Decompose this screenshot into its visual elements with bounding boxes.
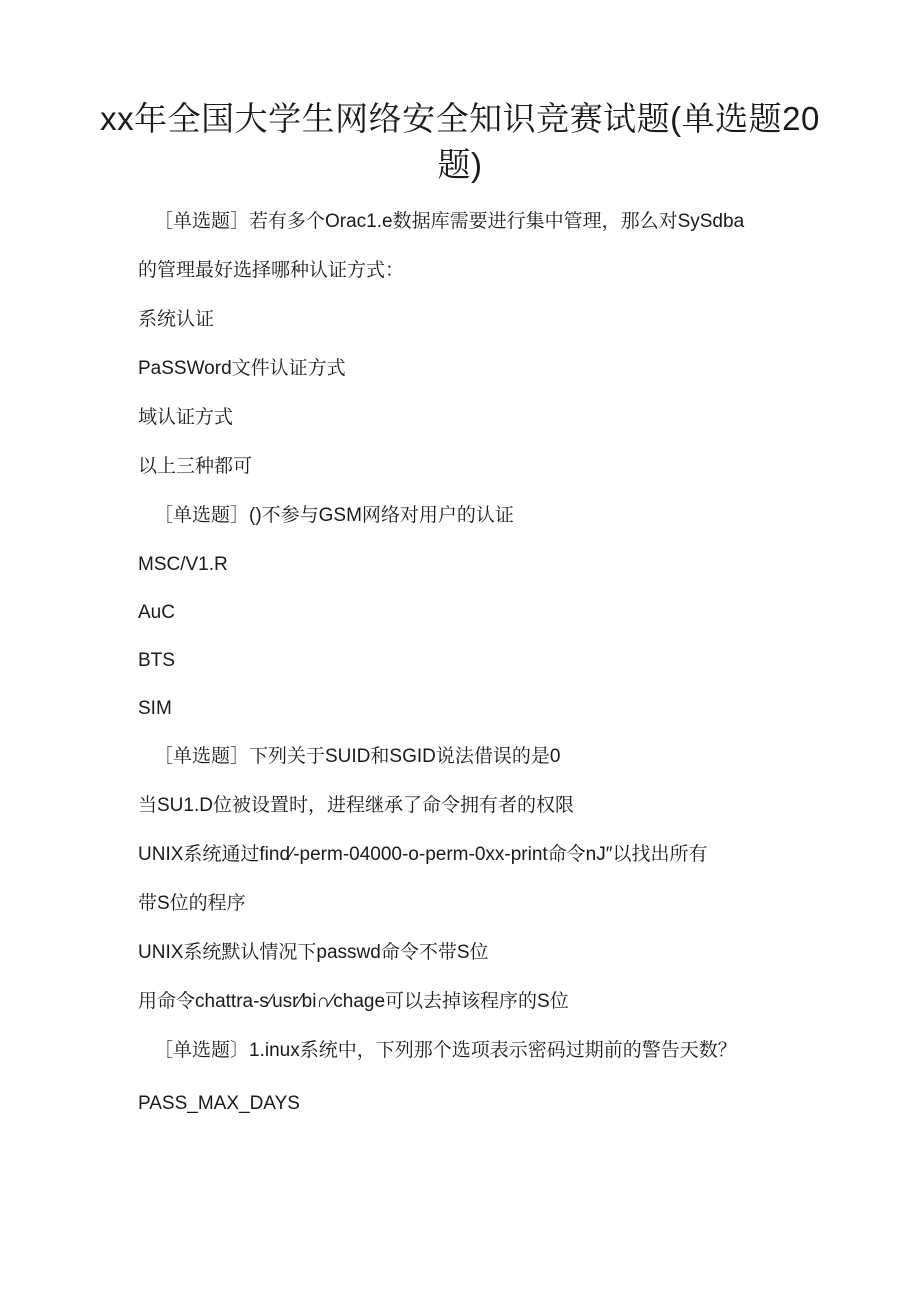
question-1-stem-continued: 的管理最好选择哪种认证方式： xyxy=(138,260,405,281)
question-3-stem: ［单选题］下列关于SUID和SGID说法借误的是0 xyxy=(154,746,561,767)
question-3-option-b-continued: 带S位的程序 xyxy=(138,893,246,914)
question-3-option-a: 当SU1.D位被设置时，进程继承了命令拥有者的权限 xyxy=(138,795,574,816)
document-title: xx年全国大学生网络安全知识竞赛试题(单选题20题) xyxy=(100,100,820,183)
question-2-option-b: AuC xyxy=(138,602,175,623)
question-2-option-c: BTS xyxy=(138,650,175,671)
question-4-option-a: PASS_MAX_DAYS xyxy=(138,1093,300,1114)
question-1-stem: ［单选题］若有多个Orac1.e数据库需要进行集中管理，那么对SySdba xyxy=(154,211,745,232)
question-1-option-a: 系统认证 xyxy=(138,309,215,330)
question-3-option-b: UNIX系统通过find∕-perm-04000-o-perm-0xx-print命令nJ″以找出所有 xyxy=(138,844,708,865)
question-4-stem: ［单选题〕1.inux系统中，下列那个选项表示密码过期前的警告天数？ xyxy=(154,1040,737,1061)
question-3-option-d: 用命令chattra-s∕usr∕bi∩∕chage可以去掉该程序的S位 xyxy=(138,991,569,1012)
question-2-option-d: SIM xyxy=(138,698,172,719)
question-1-option-c: 域认证方式 xyxy=(138,407,234,428)
question-1-option-d: 以上三种都可 xyxy=(138,456,253,477)
question-3-option-c: UNIX系统默认情况下passwd命令不带S位 xyxy=(138,942,489,963)
question-2-option-a: MSC/V1.R xyxy=(138,554,228,575)
question-1-option-b: PaSSWord文件认证方式 xyxy=(138,358,346,379)
question-2-stem: ［单选题］()不参与GSM网络对用户的认证 xyxy=(154,505,514,526)
